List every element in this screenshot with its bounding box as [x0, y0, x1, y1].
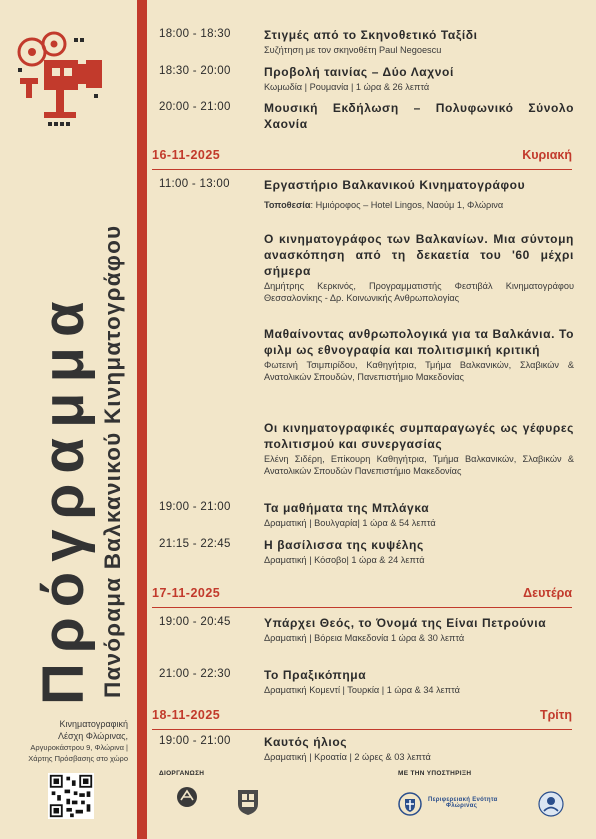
event-details: Συζήτηση με τον σκηνοθέτη Paul Negoescu — [264, 45, 442, 55]
day-divider — [152, 607, 572, 608]
accent-bar — [137, 0, 147, 839]
organizer-logo-icon — [176, 786, 198, 808]
event-details: Δραματική | Βόρεια Μακεδονία 1 ώρα & 30 λεπτά — [264, 633, 465, 643]
greek-state-emblem-icon — [398, 792, 422, 816]
day-divider — [152, 169, 572, 170]
event-details: Δραματική | Κροατία | 2 ώρες & 03 λεπτά — [264, 752, 431, 762]
partner-logo-icon — [537, 790, 565, 818]
event-speaker: Φωτεινή Τσιμπιρίδου, Καθηγήτρια, Τμήμα Βαλκανικών, Σλαβικών & Ανατολικών Σπουδών, Πανεπιστήμιο Μακεδονίας — [264, 360, 574, 382]
day-date: 16-11-2025 — [152, 148, 221, 162]
event-time: 21:00 - 22:30 — [159, 668, 231, 680]
event-time: 19:00 - 21:00 — [159, 501, 231, 513]
day-header — [152, 584, 572, 606]
day-header — [152, 706, 572, 728]
event-details: Δραματική | Βουλγαρία| 1 ώρα & 54 λεπτά — [264, 518, 436, 528]
event-title: Το Πραξικόπημα — [264, 668, 367, 682]
day-date: 18-11-2025 — [152, 708, 221, 722]
event-title: Οι κινηματογραφικές συμπαραγωγές ως γέφυρες πολιτισμού και συνεργασίας — [264, 421, 574, 451]
event-time: 18:30 - 20:00 — [159, 65, 231, 77]
vertical-title — [8, 150, 128, 710]
event-title: Προβολή ταινίας – Δύο Λαχνοί — [264, 65, 454, 79]
event-title: Μαθαίνοντας ανθρωπολογικά για τα Βαλκάνια. Το φιλμ ως εθνογραφία και πολιτισμική κριτική — [264, 327, 574, 357]
event-time: 19:00 - 21:00 — [159, 735, 231, 747]
event-title: Εργαστήριο Βαλκανικού Κινηματογράφου — [264, 178, 526, 192]
event-time: 19:00 - 20:45 — [159, 616, 231, 628]
day-date: 17-11-2025 — [152, 586, 221, 600]
event-details: Κωμωδία | Ρουμανία | 1 ώρα & 26 λεπτά — [264, 82, 430, 92]
organizer-label: ΔΙΟΡΓΑΝΩΣΗ — [159, 770, 205, 777]
program-subtitle: Πανόραμα Βαλκανικού Κινηματογράφου — [100, 224, 125, 698]
event-time: 21:15 - 22:45 — [159, 538, 231, 550]
support-label: ΜΕ ΤΗΝ ΥΠΟΣΤΗΡΙΞΗ — [398, 770, 472, 777]
municipality-crest-icon — [236, 788, 260, 816]
event-time: 20:00 - 21:00 — [159, 101, 231, 113]
event-title: Μουσική Εκδήλωση – Πολυφωνικό Σύνολο Χαονία — [264, 101, 574, 131]
event-title: Καυτός ήλιος — [264, 735, 348, 749]
organizer-address: Κινηματογραφική Λέσχη Φλώρινας, Αργυροκάστρου 9, Φλώρινα | Χάρτης Πρόσβασης στο χώρο — [28, 719, 128, 763]
sidebar — [0, 0, 137, 839]
festival-logo — [14, 28, 106, 132]
day-name: Δευτέρα — [523, 586, 572, 600]
day-divider — [152, 729, 572, 730]
day-header — [152, 146, 572, 168]
event-location: Τοποθεσία: Ημιόροφος – Hotel Lingos, Ναούμ 1, Φλώρινα — [264, 200, 504, 210]
day-name: Τρίτη — [539, 708, 572, 722]
event-title: Ο κινηματογράφος των Βαλκανίων. Μια σύντομη ανασκόπηση από τη δεκαετία του '60 μέχρι σήμερα — [264, 232, 574, 278]
event-details: Δραματική Κομεντί | Τουρκία | 1 ώρα & 34 λεπτά — [264, 685, 460, 695]
event-title: Η βασίλισσα της κυψέλης — [264, 538, 424, 552]
event-speaker: Δημήτρης Κερκινός, Προγραμματιστής Φεστιβάλ Κινηματογράφου Θεσσαλονίκης - Δρ. Κοινωνικής Ανθρωπολογίας — [264, 281, 574, 303]
event-title: Τα μαθήματα της Μπλάγκα — [264, 501, 430, 515]
qr-code[interactable] — [48, 773, 94, 819]
event-title: Στιγμές από το Σκηνοθετικό Ταξίδι — [264, 28, 478, 42]
region-name: Περιφερειακή Ενότητα Φλώρινας — [428, 797, 498, 809]
event-speaker: Ελένη Σιδέρη, Επίκουρη Καθηγήτρια, Τμήμα Βαλκανικών, Σλαβικών & Ανατολικών Σπουδών Πανεπιστήμιο Μακεδονίας — [264, 454, 574, 476]
event-time: 11:00 - 13:00 — [159, 178, 230, 190]
program-title: Πρόγραμμα — [31, 291, 96, 705]
event-details: Δραματική | Κόσοβο| 1 ώρα & 24 λεπτά — [264, 555, 425, 565]
day-name: Κυριακή — [522, 148, 572, 162]
event-time: 18:00 - 18:30 — [159, 28, 231, 40]
event-title: Υπάρχει Θεός, το Όνομά της Είναι Πετρούνια — [264, 616, 547, 630]
